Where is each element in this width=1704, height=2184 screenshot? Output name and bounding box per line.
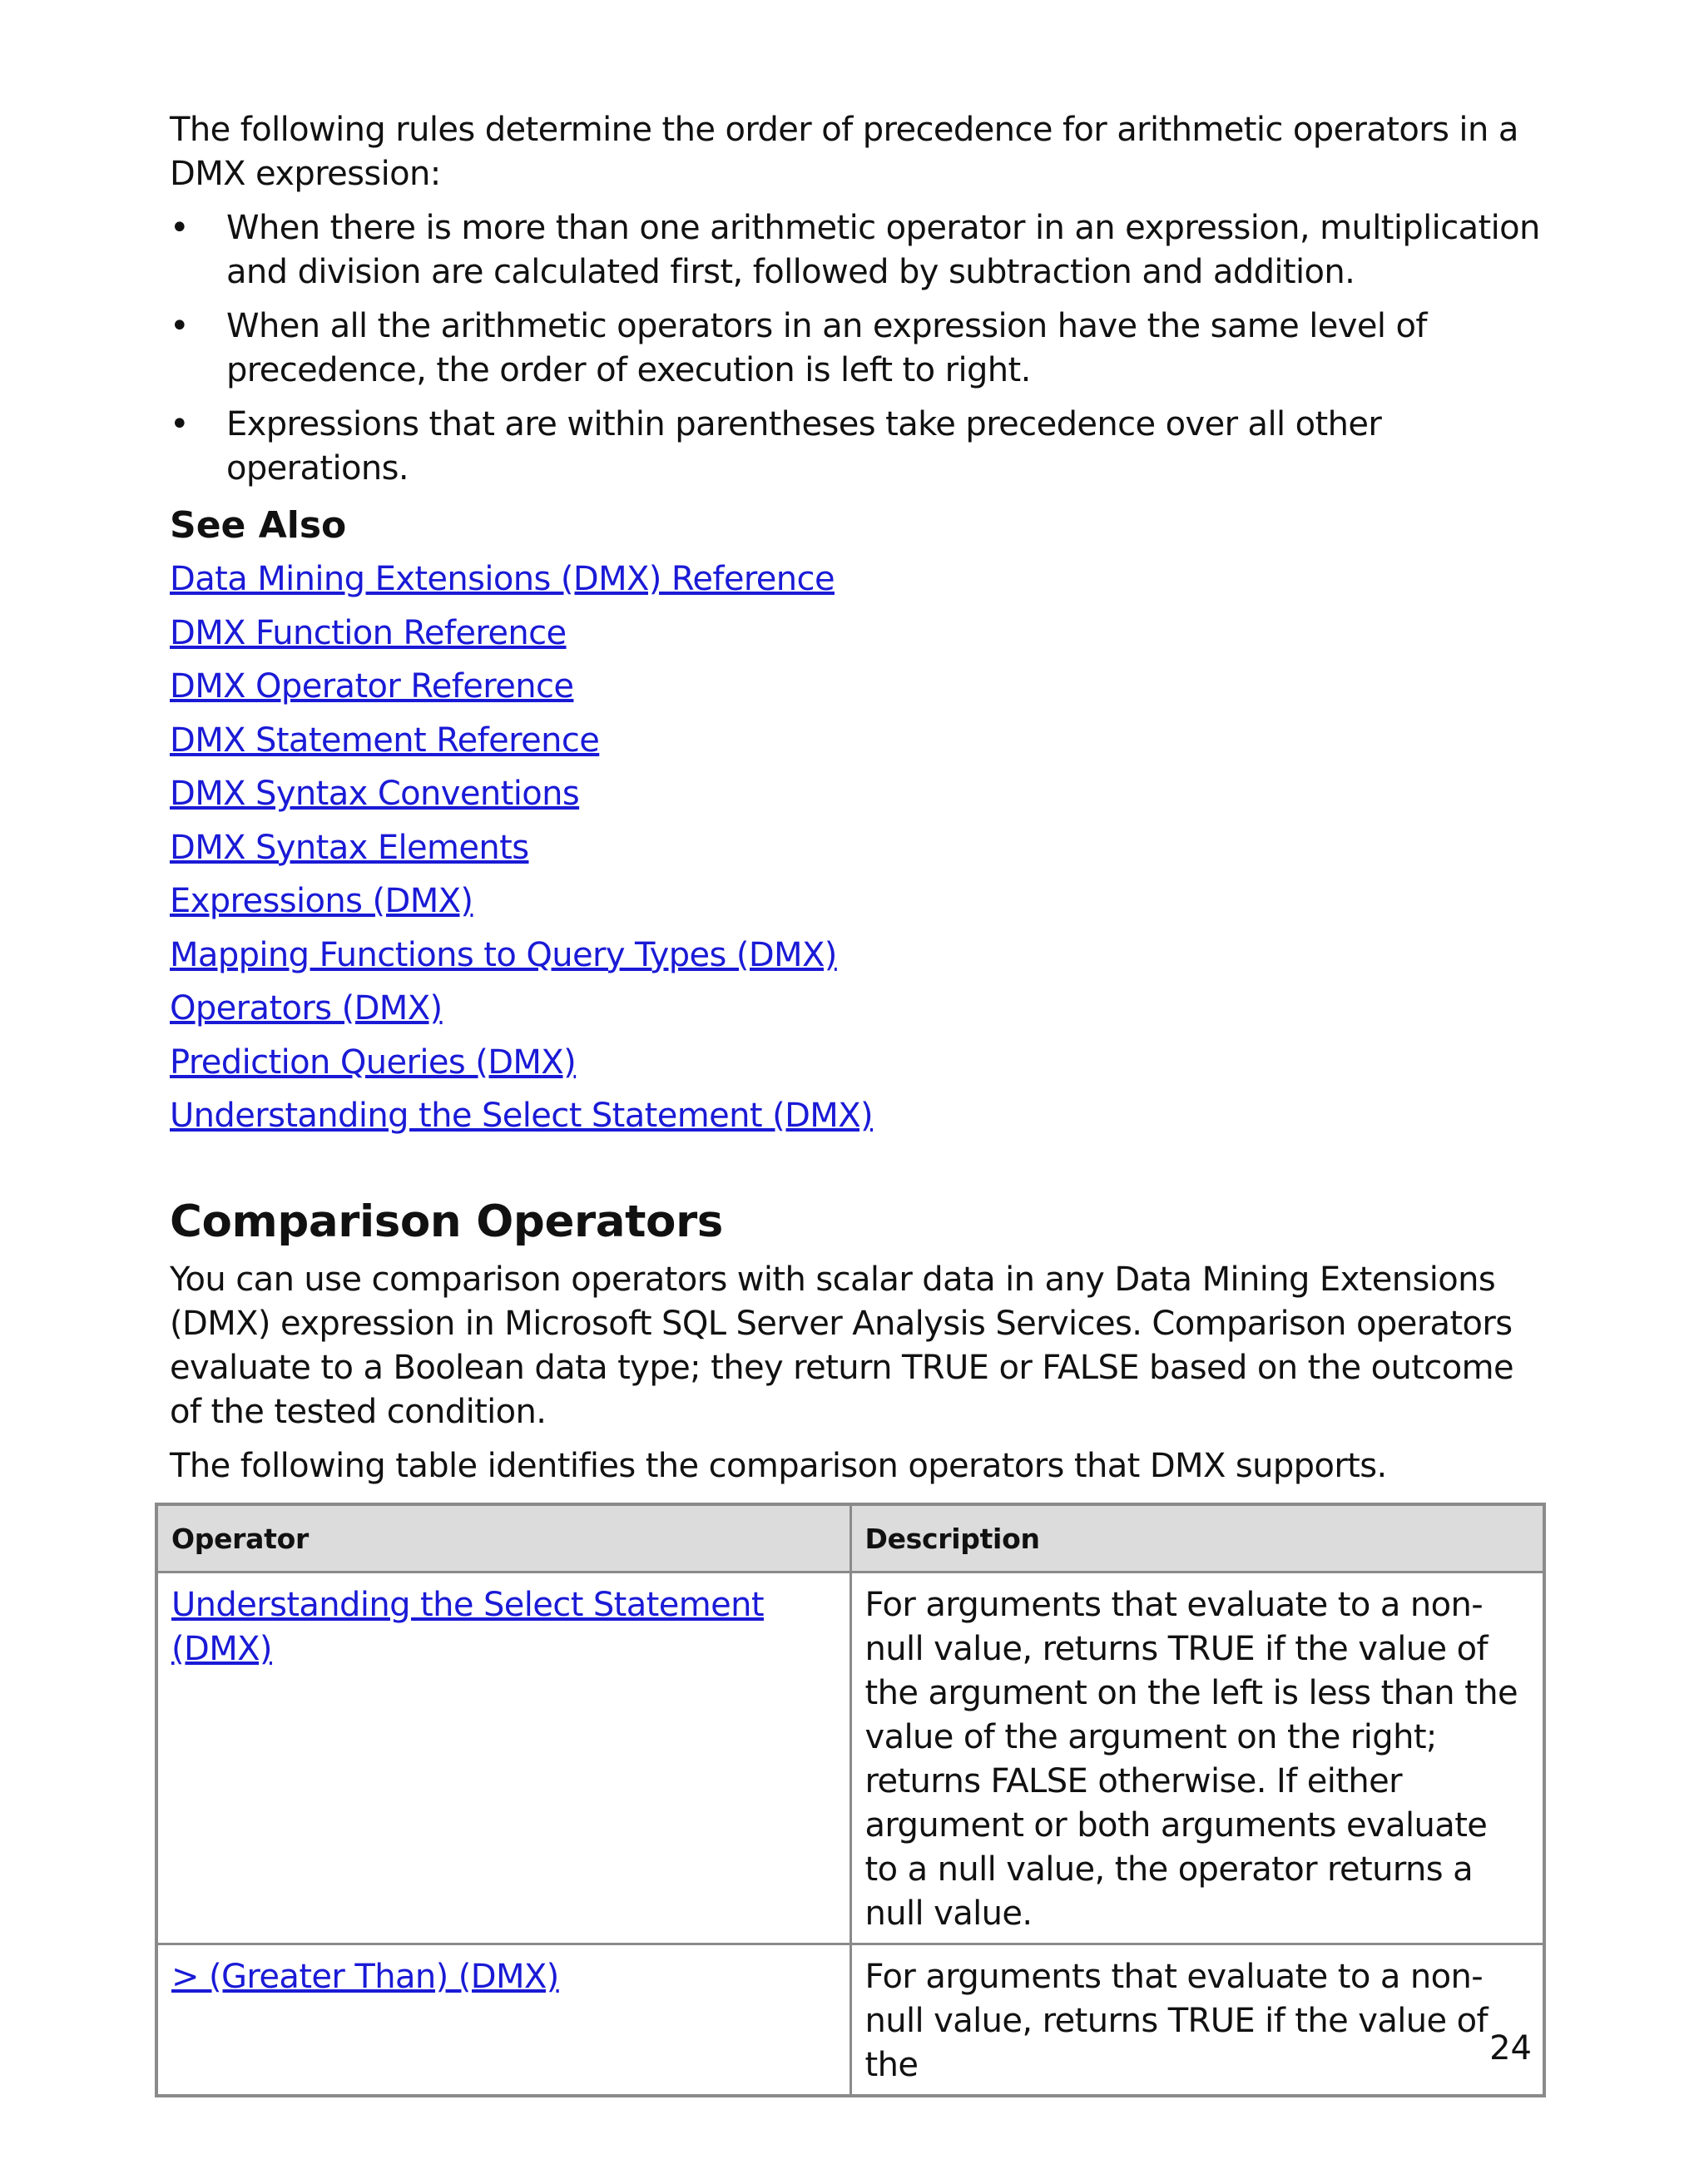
link-expressions-dmx[interactable]: Expressions (DMX) (170, 882, 473, 920)
list-item-text: When all the arithmetic operators in an expression have the same level of precedence, the order of execution is left to right. (226, 307, 1427, 389)
document-page (170, 108, 1543, 1498)
description-cell: For arguments that evaluate to a non-null value, returns TRUE if the value of the (850, 1944, 1544, 2097)
comparison-paragraph-1: You can use comparison operators with scalar data in any Data Mining Extensions (DMX) expression in Microsoft SQL Server Analysis Services. Comparison operators evaluate to a Boolean data type; they return TRUE or FALSE based on the outcome of the tested condition. (170, 1260, 1513, 1431)
see-also-heading: See Also (170, 504, 347, 547)
table-row (156, 1572, 1544, 1944)
list-item (170, 206, 1543, 295)
list-item-text: When there is more than one arithmetic operator in an expression, multiplication and division are calculated first, followed by subtraction and addition. (226, 209, 1540, 291)
operator-cell (156, 1572, 850, 1944)
comparison-operators-heading: Comparison Operators (170, 1196, 723, 1247)
bullet-icon: • (170, 307, 189, 345)
precedence-rules-list (170, 206, 1543, 491)
link-select-statement[interactable]: Understanding the Select Statement (DMX) (170, 1097, 874, 1135)
description-cell: For arguments that evaluate to a non-null value, returns TRUE if the value of the argument on the left is less than the value of the argument on the right; returns FALSE otherwise. If either argument or both arguments evaluate to a null value, the operator returns a null value. (850, 1572, 1544, 1944)
see-also-links (170, 552, 1543, 1143)
table-row (156, 1944, 1544, 2097)
link-dmx-reference[interactable]: Data Mining Extensions (DMX) Reference (170, 560, 835, 598)
list-item (170, 403, 1543, 491)
link-mapping-functions[interactable]: Mapping Functions to Query Types (DMX) (170, 935, 837, 974)
table-header-row (156, 1504, 1544, 1572)
column-header-description: Description (850, 1504, 1544, 1572)
comparison-paragraph-2: The following table identifies the comparison operators that DMX supports. (170, 1446, 1387, 1485)
link-operators-dmx[interactable]: Operators (DMX) (170, 989, 443, 1028)
link-dmx-syntax-conventions[interactable]: DMX Syntax Conventions (170, 775, 580, 813)
link-dmx-operator-reference[interactable]: DMX Operator Reference (170, 667, 574, 706)
page-number: 24 (1489, 2029, 1532, 2068)
operator-cell (156, 1944, 850, 2097)
comparison-operators-table (155, 1503, 1546, 2097)
bullet-icon: • (170, 209, 189, 247)
intro-paragraph: The following rules determine the order of precedence for arithmetic operators in a DMX expression: (170, 111, 1518, 193)
column-header-operator: Operator (156, 1504, 850, 1572)
link-dmx-function-reference[interactable]: DMX Function Reference (170, 613, 567, 652)
operator-link[interactable]: > (Greater Than) (DMX) (171, 1958, 559, 1996)
bullet-icon: • (170, 405, 189, 443)
list-item-text: Expressions that are within parentheses take precedence over all other operations. (226, 405, 1382, 488)
link-prediction-queries[interactable]: Prediction Queries (DMX) (170, 1042, 577, 1082)
operator-link[interactable]: Understanding the Select Statement (DMX) (171, 1586, 764, 1668)
list-item (170, 305, 1543, 393)
link-dmx-statement-reference[interactable]: DMX Statement Reference (170, 721, 600, 760)
link-dmx-syntax-elements[interactable]: DMX Syntax Elements (170, 828, 529, 867)
